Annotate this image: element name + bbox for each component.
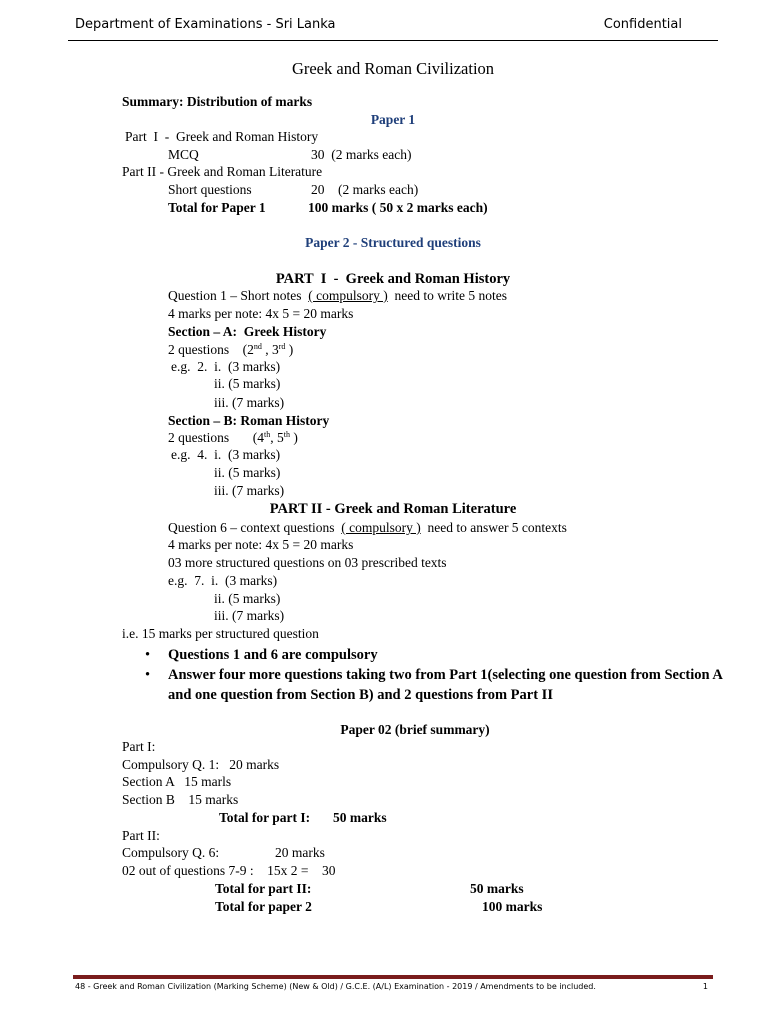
section-b-sup-th1: th — [264, 430, 271, 439]
question6-prefix: Question 6 – context questions — [168, 520, 342, 535]
question1-prefix: Question 1 – Short notes — [168, 288, 309, 303]
header-department: Department of Examinations - Sri Lanka — [75, 17, 336, 32]
marks-per-structured-question: i.e. 15 marks per structured question — [122, 626, 319, 641]
brief-summary-heading: Paper 02 (brief summary) — [340, 722, 490, 737]
short-questions-marks: 20 (2 marks each) — [311, 182, 419, 197]
brief-total-part1-value: 50 marks — [333, 810, 387, 825]
paper2-part2-heading: PART II - Greek and Roman Literature — [269, 501, 517, 517]
section-a-example-ii: ii. (5 marks) — [214, 376, 281, 391]
page-number: 1 — [702, 982, 708, 991]
section-a-questions-mid: , 3 — [261, 342, 279, 357]
question6-compulsory: ( compulsory ) — [341, 520, 421, 535]
bullet-dot: • — [145, 667, 151, 683]
section-a-heading: Section – A: Greek History — [168, 324, 327, 339]
bullet-text: Answer four more questions taking two from Part 1(selecting one question from Section A and one question from Section B) and 2 questions from Part II — [168, 667, 723, 703]
section-b-questions-text: 2 questions (4 — [168, 430, 264, 445]
question1-suffix: need to write 5 notes — [387, 288, 507, 303]
brief-section-a: Section A 15 marls — [122, 774, 232, 789]
paper2-part1-heading: PART I - Greek and Roman History — [275, 271, 511, 287]
question6-suffix: need to answer 5 contexts — [420, 520, 567, 535]
paper1-part1-label: Part I - Greek and Roman History — [125, 129, 319, 144]
brief-total-paper2-value: 100 marks — [482, 899, 543, 914]
footer-divider — [73, 975, 713, 979]
section-b-questions-end: ) — [289, 430, 298, 445]
brief-compulsory-q6-label: Compulsory Q. 6: — [122, 845, 220, 860]
part2-example-iii: iii. (7 marks) — [214, 608, 285, 623]
section-a-questions — [168, 342, 293, 358]
brief-section-b: Section B 15 marks — [122, 792, 239, 807]
mcq-marks: 30 (2 marks each) — [311, 147, 412, 162]
section-a-questions-end: ) — [285, 342, 294, 357]
bullet-item-answer-four — [145, 665, 728, 705]
section-b-questions — [168, 430, 298, 446]
section-a-example-iii: iii. (7 marks) — [214, 395, 285, 410]
part2-example-i: e.g. 7. i. (3 marks) — [168, 573, 278, 588]
section-b-example-ii: ii. (5 marks) — [214, 465, 281, 480]
structured-questions-note: 03 more structured questions on 03 prescribed texts — [168, 555, 447, 570]
short-questions-label: Short questions — [168, 182, 252, 197]
part1-marks-per-note: 4 marks per note: 4x 5 = 20 marks — [168, 306, 354, 321]
bullet-text: Questions 1 and 6 are compulsory — [168, 647, 378, 663]
bullet-item-compulsory — [145, 645, 728, 665]
paper1-part2-label: Part II - Greek and Roman Literature — [122, 164, 323, 179]
brief-total-part1-label: Total for part I: — [219, 810, 311, 825]
brief-compulsory-q6-value: 20 marks — [275, 845, 325, 860]
bullet-dot: • — [145, 647, 151, 663]
brief-total-part2-value: 50 marks — [470, 881, 524, 896]
paper1-total-label: Total for Paper 1 — [168, 200, 266, 215]
brief-part1-label: Part I: — [122, 739, 156, 754]
part2-marks-per-note: 4 marks per note: 4x 5 = 20 marks — [168, 537, 354, 552]
section-b-heading: Section – B: Roman History — [168, 413, 330, 428]
part2-example-ii: ii. (5 marks) — [214, 591, 281, 606]
brief-compulsory-q1: Compulsory Q. 1: 20 marks — [122, 757, 280, 772]
section-b-sup-th2: th — [283, 430, 290, 439]
section-a-sup-rd: rd — [278, 342, 286, 351]
brief-total-part2-label: Total for part II: — [215, 881, 312, 896]
question6-line — [168, 520, 567, 536]
brief-part2-label: Part II: — [122, 828, 160, 843]
section-b-example-i: e.g. 4. i. (3 marks) — [171, 447, 281, 462]
question1-line — [168, 288, 507, 304]
section-a-questions-text: 2 questions (2 — [168, 342, 254, 357]
summary-heading: Summary: Distribution of marks — [122, 94, 313, 109]
footer-text: 48 - Greek and Roman Civilization (Marking Scheme) (New & Old) / G.C.E. (A/L) Examination - 2019 / Amendments to be included. — [75, 982, 596, 991]
paper1-heading: Paper 1 — [370, 112, 416, 127]
brief-questions-7-9: 02 out of questions 7-9 : 15x 2 = 30 — [122, 863, 336, 878]
section-b-example-iii: iii. (7 marks) — [214, 483, 285, 498]
question1-compulsory: ( compulsory ) — [308, 288, 388, 303]
header-confidential: Confidential — [603, 17, 682, 32]
paper2-heading: Paper 2 - Structured questions — [305, 235, 481, 250]
section-b-questions-mid: , 5 — [270, 430, 284, 445]
paper1-total-value: 100 marks ( 50 x 2 marks each) — [308, 200, 488, 215]
mcq-label: MCQ — [168, 147, 199, 162]
header-divider — [68, 40, 718, 41]
section-a-sup-nd: nd — [253, 342, 262, 351]
section-a-example-i: e.g. 2. i. (3 marks) — [171, 359, 281, 374]
brief-total-paper2-label: Total for paper 2 — [215, 899, 312, 914]
page-title: Greek and Roman Civilization — [291, 59, 495, 78]
